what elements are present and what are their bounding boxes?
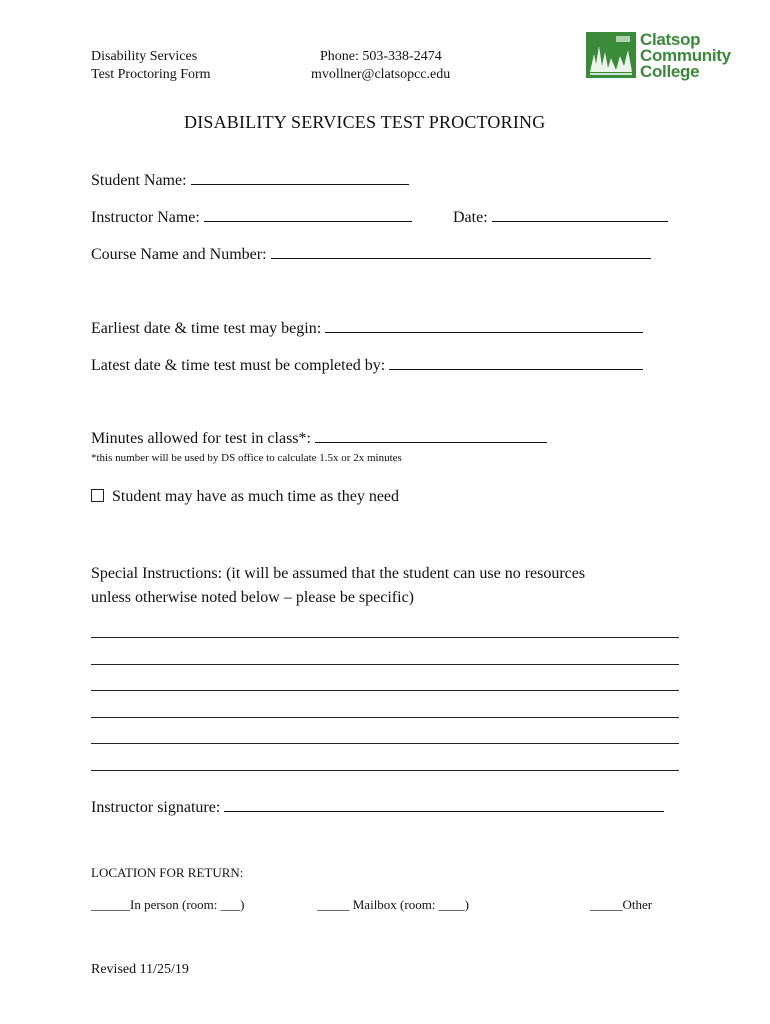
minutes-note: *this number will be used by DS office to calculate 1.5x or 2x minutes: [91, 452, 402, 464]
student-name-row: [91, 171, 409, 190]
course-field[interactable]: [271, 245, 651, 259]
instructions-line[interactable]: [91, 664, 679, 665]
course-row: [91, 245, 651, 264]
return-other[interactable]: _____Other: [590, 897, 653, 912]
department-name: Disability Services: [91, 49, 198, 64]
return-mailbox[interactable]: _____ Mailbox (room: ____): [317, 897, 470, 912]
signature-field[interactable]: [224, 798, 664, 812]
signature-label: Instructor signature:: [91, 799, 221, 816]
form-name: Test Proctoring Form: [91, 67, 211, 82]
instructions-line[interactable]: [91, 770, 679, 771]
email-address: mvollner@clatsopcc.edu: [311, 67, 451, 82]
return-in-person[interactable]: ______In person (room: ___): [91, 897, 245, 912]
course-label: Course Name and Number:: [91, 246, 267, 263]
revision-date: Revised 11/25/19: [91, 962, 189, 977]
extended-time-label: Student may have as much time as they need: [112, 488, 400, 505]
earliest-row: [91, 319, 643, 338]
latest-label: Latest date & time test must be completed by:: [91, 357, 386, 374]
latest-field[interactable]: [389, 356, 643, 370]
logo-line-2: Community: [640, 46, 731, 65]
logo-line-1: Clatsop: [640, 30, 701, 49]
student-name-label: Student Name:: [91, 172, 187, 189]
instructor-name-field[interactable]: [204, 208, 412, 222]
logo-line-3: College: [640, 62, 700, 81]
date-label: Date:: [453, 209, 488, 226]
college-logo-icon: [586, 32, 636, 78]
date-field[interactable]: [492, 208, 668, 222]
minutes-row: [91, 429, 547, 448]
instructions-line[interactable]: [91, 743, 679, 744]
earliest-label: Earliest date & time test may begin:: [91, 320, 322, 337]
special-instructions-line-2: unless otherwise noted below – please be specific): [91, 589, 415, 606]
latest-row: [91, 356, 643, 375]
minutes-field[interactable]: [315, 429, 547, 443]
signature-row: [91, 798, 664, 817]
instructions-line[interactable]: [91, 637, 679, 638]
student-name-field[interactable]: [191, 171, 409, 185]
instructor-name-row: [91, 208, 412, 227]
instructions-line[interactable]: [91, 717, 679, 718]
instructor-name-label: Instructor Name:: [91, 209, 200, 226]
extended-time-checkbox[interactable]: [91, 489, 104, 502]
return-heading: LOCATION FOR RETURN:: [91, 865, 244, 880]
special-instructions-line-1: Special Instructions: (it will be assumed that the student can use no resources: [91, 565, 586, 582]
earliest-field[interactable]: [325, 319, 643, 333]
extended-time-row: [91, 488, 399, 506]
minutes-label: Minutes allowed for test in class*:: [91, 430, 311, 447]
instructions-line[interactable]: [91, 690, 679, 691]
page-title: DISABILITY SERVICES TEST PROCTORING: [184, 112, 546, 132]
phone-number: Phone: 503-338-2474: [320, 49, 442, 64]
date-row: [453, 208, 668, 227]
